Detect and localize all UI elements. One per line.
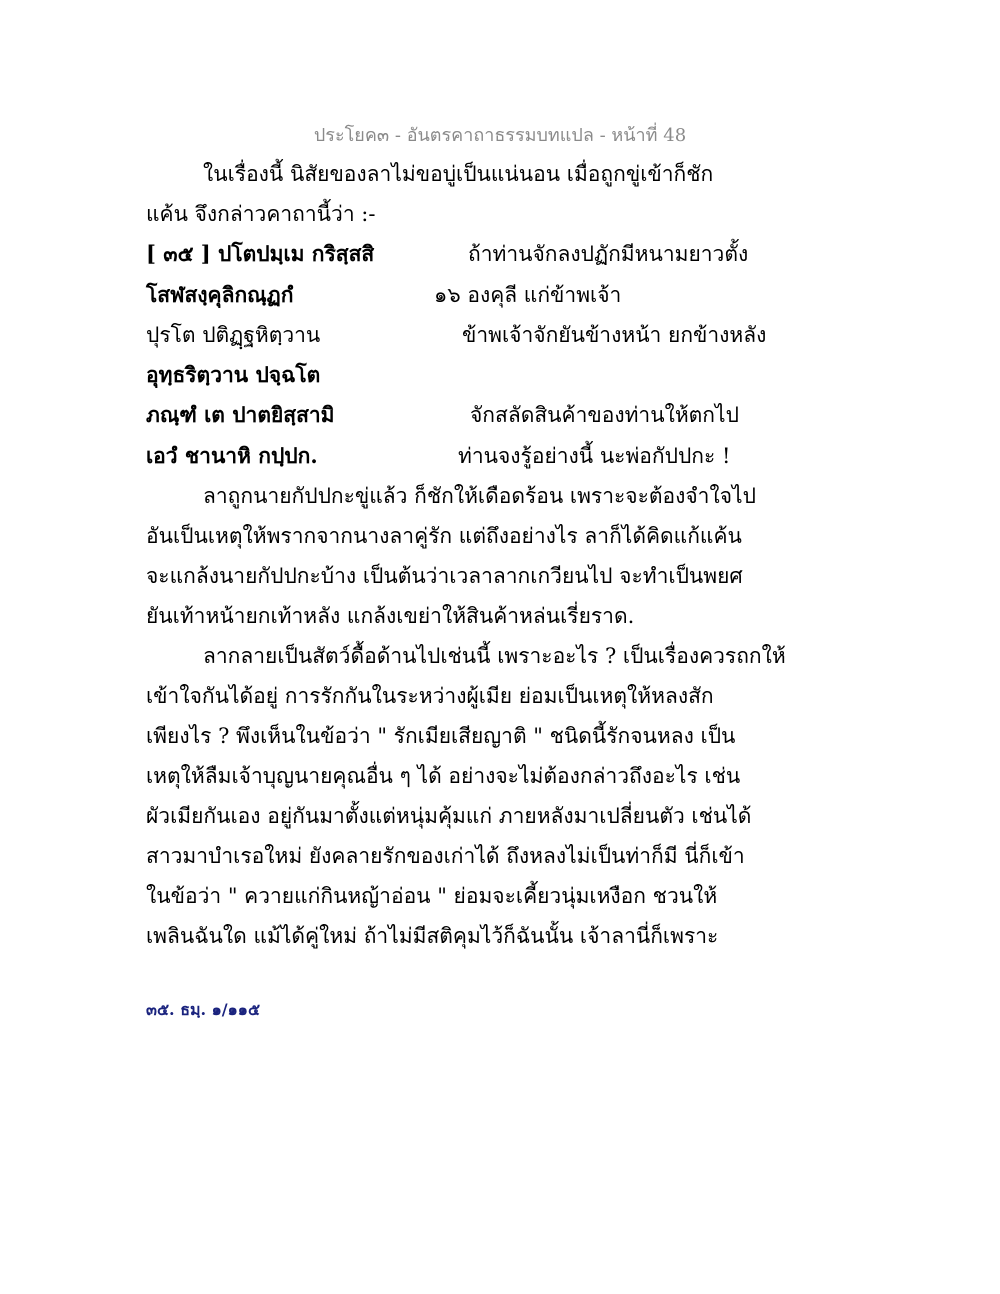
- verse-translation-1: ถ้าท่านจักลงปฏักมีหนามยาวตั้ง: [468, 242, 749, 266]
- paragraph-2-line-6: สาวมาบำเรอใหม่ ยังคลายรักของเก่าได้ ถึงหลงไม่เป็นท่าก็มี นี่ก็เข้า: [146, 844, 745, 868]
- paragraph-2-line-1: ลากลายเป็นสัตว์ดื้อด้านไปเช่นนี้ เพราะอะไร ? เป็นเรื่องควรถกให้: [203, 644, 786, 668]
- verse-translation-4: จักสลัดสินค้าของท่านให้ตกไป: [470, 403, 739, 427]
- verse-translation-5: ท่านจงรู้อย่างนี้ นะพ่อกัปปกะ !: [458, 444, 731, 468]
- paragraph-2-line-2: เข้าใจกันได้อยู่ การรักกันในระหว่างผู้เมีย ย่อมเป็นเหตุให้หลงสัก: [146, 684, 714, 708]
- paragraph-1-line-1: ลาถูกนายกัปปกะขู่แล้ว ก็ชักให้เดือดร้อน เพราะจะต้องจำใจไป: [203, 484, 756, 508]
- paragraph-2-line-4: เหตุให้ลืมเจ้าบุญนายคุณอื่น ๆ ได้ อย่างจะไม่ต้องกล่าวถึงอะไร เช่น: [146, 764, 741, 788]
- footnote: ๓๕. ธมฺ. ๑/๑๑๕: [146, 1000, 261, 1019]
- paragraph-2-line-3: เพียงไร ? พึงเห็นในข้อว่า " รักเมียเสียญาติ " ชนิดนี้รักจนหลง เป็น: [146, 724, 736, 748]
- intro-line-1: ในเรื่องนี้ นิสัยของลาไม่ขอบู่เป็นแน่นอน เมื่อถูกขู่เข้าก็ชัก: [203, 162, 714, 186]
- verse-pali-2: โสฬสงฺคุลิกณฺฏกํ: [146, 282, 294, 307]
- paragraph-2-line-7: ในข้อว่า " ควายแก่กินหญ้าอ่อน " ย่อมจะเคี้ยวนุ่มเหงือก ชวนให้: [146, 884, 718, 908]
- verse-translation-2: ๑๖ องคุลี แก่ข้าพเจ้า: [434, 283, 622, 307]
- verse-pali-5: ภณฺฑํ เต ปาตยิสฺสามิ: [146, 402, 335, 427]
- paragraph-2-line-8: เพลินฉันใด แม้ได้คู่ใหม่ ถ้าไม่มีสติคุมไว้ก็ฉันนั้น เจ้าลานี่ก็เพราะ: [146, 924, 719, 948]
- verse-pali-1: [ ๓๕ ] ปโตปมฺเม กริสฺสสิ: [146, 241, 375, 266]
- paragraph-2-line-5: ผัวเมียกันเอง อยู่กันมาตั้งแต่หนุ่มคุ้มแก่ ภายหลังมาเปลี่ยนตัว เช่นได้: [146, 804, 752, 828]
- verse-pali-6: เอวํ ชานาหิ กปฺปก.: [146, 443, 318, 468]
- intro-line-2: แค้น จึงกล่าวคาถานี้ว่า :-: [146, 202, 376, 226]
- paragraph-1-line-4: ยันเท้าหน้ายกเท้าหลัง แกล้งเขย่าให้สินค้าหล่นเรี่ยราด.: [146, 604, 635, 628]
- paragraph-1-line-3: จะแกล้งนายกัปปกะบ้าง เป็นต้นว่าเวลาลากเกวียนไป จะทำเป็นพยศ: [146, 564, 743, 588]
- verse-pali-3: ปุรโต ปติฏฺฐหิตฺวาน: [146, 323, 321, 347]
- verse-pali-4: อุทฺธริตฺวาน ปจฺฉโต: [146, 362, 321, 387]
- verse-translation-3: ข้าพเจ้าจักยันข้างหน้า ยกข้างหลัง: [462, 323, 767, 347]
- page-header: ประโยค๓ - อันตรคาถาธรรมบทแปล - หน้าที่ 48: [313, 125, 687, 146]
- paragraph-1-line-2: อันเป็นเหตุให้พรากจากนางลาคู่รัก แต่ถึงอย่างไร ลาก็ได้คิดแก้แค้น: [146, 524, 742, 548]
